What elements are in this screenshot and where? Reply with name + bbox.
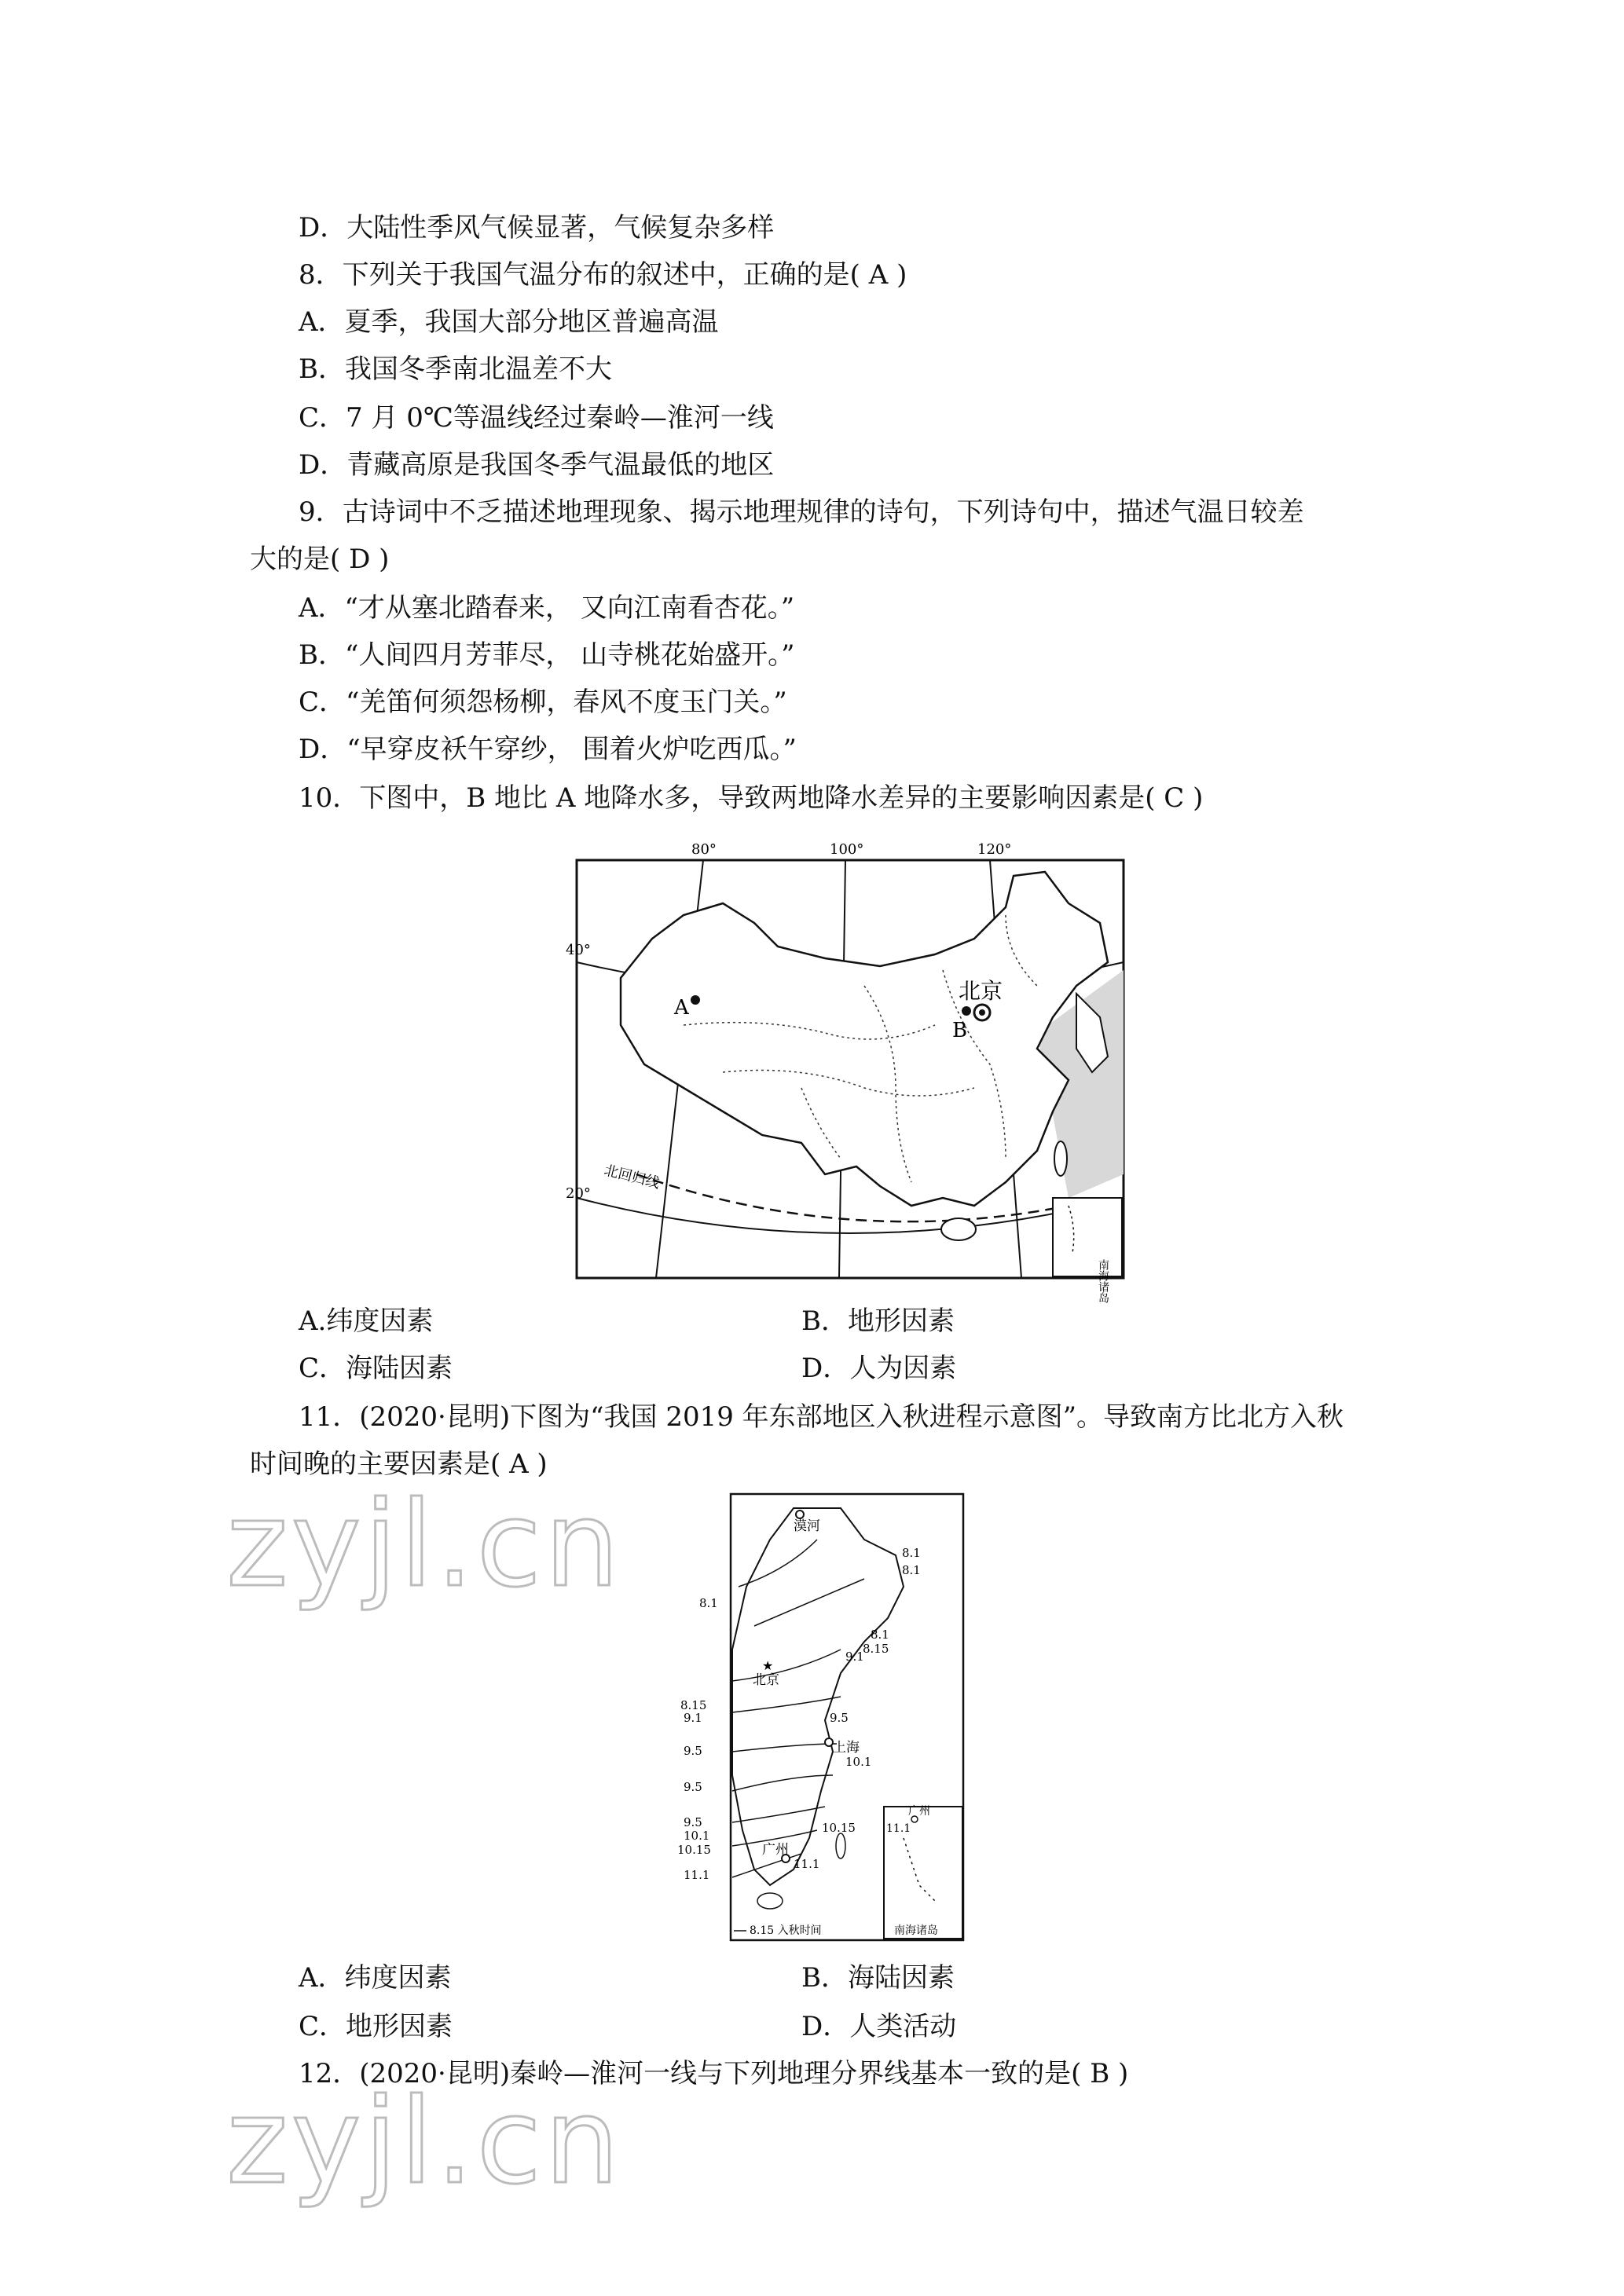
q10-option-b: B．地形因素	[801, 1305, 955, 1337]
shanghai-marker	[825, 1738, 833, 1746]
q12-stem: 12．(2020·昆明)秦岭—淮河一线与下列地理分界线基本一致的是( B )	[299, 2058, 1129, 2089]
q9-option-d: D．“早穿皮袄午穿纱， 围着火炉吃西瓜。”	[299, 734, 797, 765]
q11-option-a: A．纬度因素	[299, 1962, 452, 1994]
label-111-mid: 11.1	[794, 1857, 820, 1871]
q9-option-a: A．“才从塞北踏春来， 又向江南看杏花。”	[299, 592, 795, 624]
point-a-label: A	[674, 996, 689, 1020]
lat40-label: 40°	[566, 942, 591, 958]
autumn-onset-map	[677, 1492, 966, 1943]
point-b-label: B	[952, 1019, 968, 1042]
label-81-right-1: 8.1	[902, 1546, 921, 1560]
label-91-left: 9.1	[684, 1711, 702, 1725]
autumn-legend: 8.15 入秋时间	[750, 1924, 822, 1937]
q9-option-b: B．“人间四月芳菲尽， 山寺桃花始盛开。”	[299, 639, 795, 671]
q11-option-d: D．人类活动	[801, 2011, 957, 2042]
label-95-left-1: 9.5	[684, 1744, 702, 1758]
label-1015-right: 10.15	[822, 1821, 856, 1835]
label-815-right: 8.15	[863, 1642, 889, 1656]
hainan	[941, 1218, 976, 1240]
label-95-right: 9.5	[830, 1711, 849, 1725]
q11-option-b: B．海陆因素	[801, 1962, 955, 1994]
beijing-star-icon: ★	[762, 1658, 774, 1673]
label-95-left-2: 9.5	[684, 1780, 702, 1794]
label-101-left: 10.1	[684, 1829, 710, 1843]
label-111-inset: 11.1	[886, 1822, 911, 1835]
q10-option-c: C．海陆因素	[299, 1353, 453, 1384]
point-a-marker	[691, 995, 700, 1005]
q8-option-d: D．青藏高原是我国冬季气温最低的地区	[299, 449, 775, 481]
autumn-inset-label: 南海诸岛	[894, 1924, 938, 1937]
label-91-right: 9.1	[845, 1650, 864, 1664]
inset-label: 南海诸岛	[1097, 1259, 1109, 1303]
autumn-map-svg	[677, 1492, 966, 1943]
autumn-taiwan	[836, 1833, 845, 1858]
label-81-left: 8.1	[699, 1596, 718, 1610]
taiwan	[1054, 1141, 1067, 1176]
lon80-label: 80°	[691, 841, 717, 858]
q7-option-d: D．大陆性季风气候显著，气候复杂多样	[299, 212, 775, 244]
guangzhou-label: 广州	[762, 1842, 789, 1858]
q8-option-c: C．7 月 0℃等温线经过秦岭—淮河一线	[299, 402, 774, 434]
q9-option-c: C．“羌笛何须怨杨柳，春风不度玉门关。”	[299, 687, 787, 718]
q10-stem: 10．下图中，B 地比 A 地降水多，导致两地降水差异的主要影响因素是( C )	[299, 782, 1204, 814]
south-sea-inset	[1053, 1198, 1122, 1276]
q11-option-c: C．地形因素	[299, 2011, 453, 2042]
mohe-label: 漠河	[794, 1518, 820, 1534]
q8-option-a: A．夏季，我国大部分地区普遍高温	[299, 306, 719, 338]
beijing-label: 北京	[959, 978, 1003, 1004]
q10-option-d: D．人为因素	[801, 1353, 957, 1384]
autumn-beijing-label: 北京	[753, 1672, 779, 1688]
point-b-marker	[962, 1006, 971, 1016]
tropic-label: 北回归线	[602, 1162, 662, 1192]
q10-option-a: A.纬度因素	[299, 1305, 434, 1337]
q9-stem-line1: 9．古诗词中不乏描述地理现象、揭示地理规律的诗句，下列诗句中，描述气温日较差	[299, 496, 1304, 528]
lon120-label: 120°	[977, 841, 1012, 858]
label-111-left: 11.1	[684, 1868, 710, 1882]
inset-guangzhou-label: 广州	[908, 1805, 930, 1818]
q11-stem-line2: 时间晚的主要因素是( A )	[250, 1448, 548, 1480]
lat20-label: 20°	[566, 1185, 591, 1202]
lon100-label: 100°	[830, 841, 864, 858]
china-precipitation-map	[566, 829, 1139, 1303]
shanghai-label: 上海	[833, 1740, 860, 1756]
watermark-2: zyjl.cn	[226, 2074, 623, 2210]
label-95-left-3: 9.5	[684, 1815, 702, 1829]
mohe-marker	[796, 1511, 804, 1518]
autumn-hainan	[757, 1893, 783, 1909]
label-1015-left: 10.15	[677, 1843, 711, 1857]
label-815-left: 8.15	[680, 1698, 707, 1712]
q8-stem: 8．下列关于我国气温分布的叙述中，正确的是( A )	[299, 259, 907, 291]
q9-stem-line2: 大的是( D )	[250, 544, 390, 575]
china-map-svg	[566, 829, 1139, 1303]
watermark-1: zyjl.cn	[226, 1477, 623, 1613]
label-81-right-2: 8.1	[902, 1563, 921, 1577]
q11-stem-line1: 11．(2020·昆明)下图为“我国 2019 年东部地区入秋进程示意图”。导致南方比北方入秋	[299, 1401, 1344, 1433]
q8-option-b: B．我国冬季南北温差不大	[299, 353, 612, 385]
label-81-right-3: 8.1	[871, 1628, 889, 1642]
label-101-right: 10.1	[845, 1755, 872, 1769]
